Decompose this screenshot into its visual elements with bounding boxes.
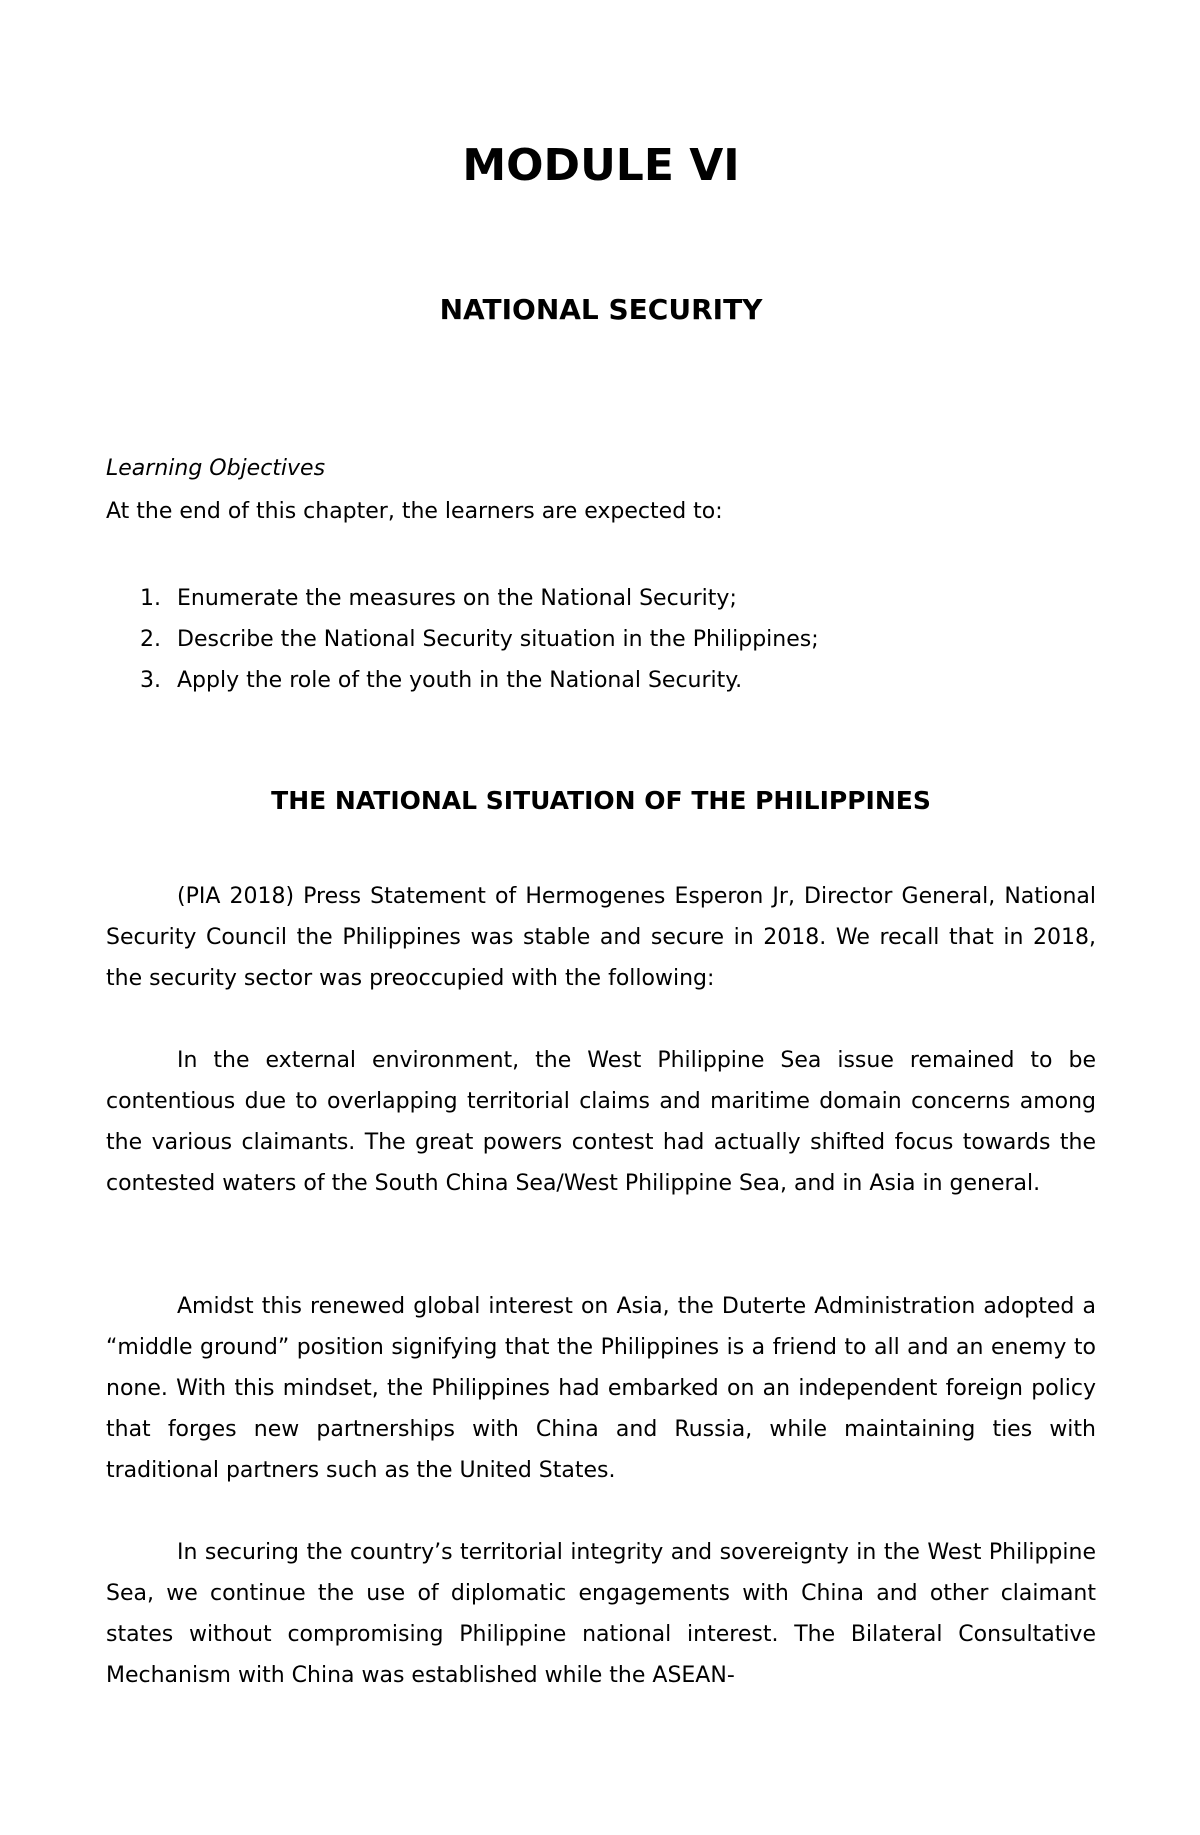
objective-item	[106, 578, 819, 619]
objective-item	[106, 660, 819, 701]
section-title: NATIONAL SECURITY	[439, 293, 763, 326]
objective-number: 1.	[140, 586, 161, 611]
objective-number: 3.	[140, 668, 161, 693]
objective-number: 2.	[140, 627, 161, 652]
objective-item	[106, 619, 819, 660]
learning-objectives-list	[106, 578, 819, 701]
objective-text: Apply the role of the youth in the National Security.	[177, 668, 743, 693]
learning-objectives-intro: At the end of this chapter, the learners are expected to:	[106, 499, 723, 524]
body-paragraph: (PIA 2018) Press Statement of Hermogenes Esperon Jr, Director General, National Security Council the Philippines was stable and secure in 2018. We recall that in 2018, the security sector was preoccupied with the following:	[106, 884, 1096, 991]
body-paragraph: In securing the country’s territorial integrity and sovereignty in the West Philippine Sea, we continue the use of diplomatic engagements with China and other claimant states without compromising Philippine national interest. The Bilateral Consultative Mechanism with China was established while the ASEAN-	[106, 1540, 1096, 1688]
subsection-title: THE NATIONAL SITUATION OF THE PHILIPPINES	[271, 786, 931, 815]
module-title: MODULE VI	[462, 140, 740, 191]
objective-text: Enumerate the measures on the National Security;	[177, 586, 737, 611]
learning-objectives-heading: Learning Objectives	[106, 456, 326, 481]
body-paragraph: Amidst this renewed global interest on Asia, the Duterte Administration adopted a “middle ground” position signifying that the Philippines is a friend to all and an enemy to none. With this mindset, the Philippines had embarked on an independent foreign policy that forges new partnerships with China and Russia, while maintaining ties with traditional partners such as the United States.	[106, 1294, 1096, 1483]
objective-text: Describe the National Security situation in the Philippines;	[177, 627, 819, 652]
body-paragraph: In the external environment, the West Philippine Sea issue remained to be contentious due to overlapping territorial claims and maritime domain concerns among the various claimants. The great powers contest had actually shifted focus towards the contested waters of the South China Sea/West Philippine Sea, and in Asia in general.	[106, 1048, 1096, 1196]
